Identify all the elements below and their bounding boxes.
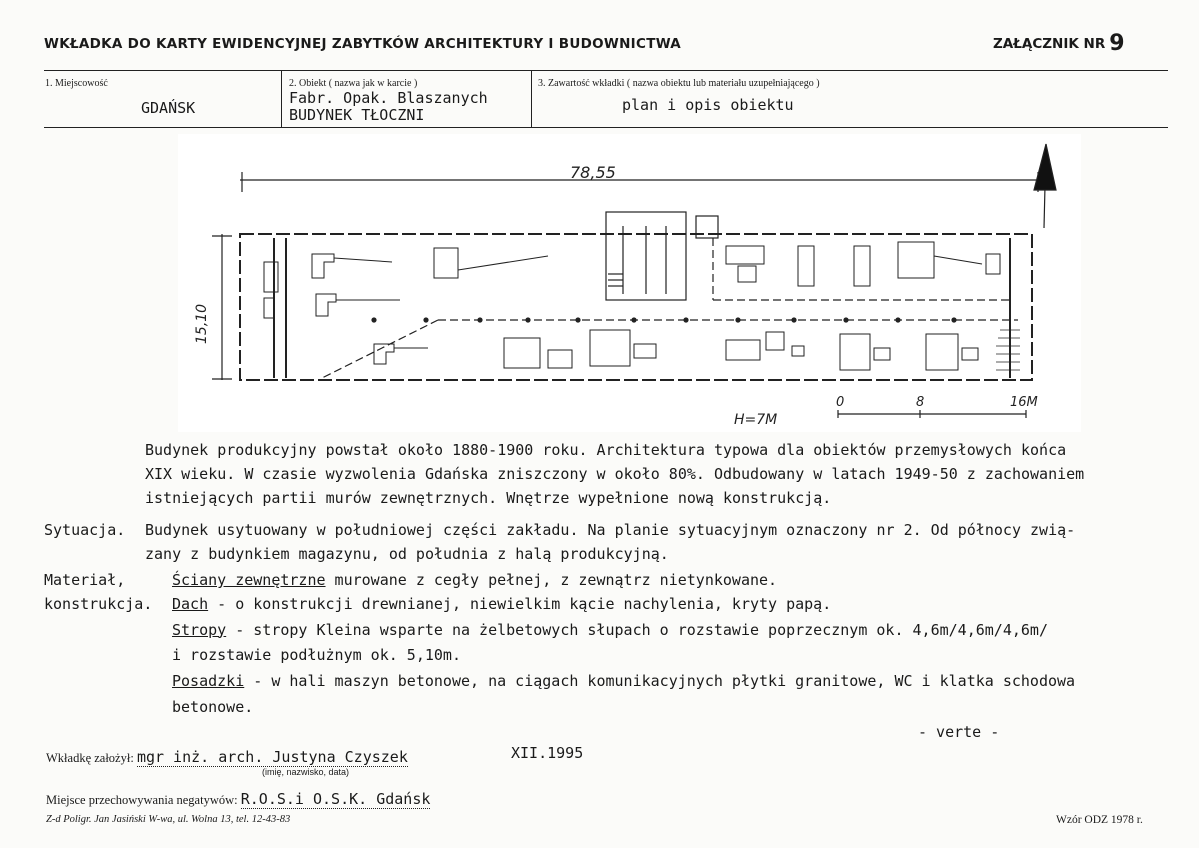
floor-plan <box>178 134 1081 432</box>
floor-heading: Posadzki <box>172 672 245 691</box>
construction-details <box>172 569 1075 720</box>
object-label: 2. Obiekt ( nazwa jak w karcie ) <box>289 78 418 89</box>
description-line: Budynek produkcyjny powstał około 1880-1900 roku. Architektura typowa dla obiektów przemysłowych końca <box>145 441 1067 459</box>
floor-plan-drawing <box>178 134 1081 432</box>
description-paragraph <box>145 439 1084 510</box>
floor-text: - w hali maszyn betonowe, na ciągach komunikacyjnych płytki granitowe, WC i klatka schodowa <box>244 672 1076 691</box>
card-title: WKŁADKA DO KARTY EWIDENCYJNEJ ZABYTKÓW ARCHITEKTURY I BUDOWNICTWA <box>44 36 682 52</box>
scale-label-16: 16M <box>1010 395 1038 410</box>
header-rule-bottom <box>44 127 1168 128</box>
height-note: H=7M <box>734 412 778 428</box>
field-divider-2 <box>531 71 532 127</box>
machines <box>264 242 1000 370</box>
created-by-row <box>46 748 408 766</box>
storage-label: Miejsce przechowywania negatywów: <box>46 793 238 807</box>
material-label-line2: konstrukcja. <box>44 594 153 613</box>
header-rule-top <box>44 70 1168 71</box>
object-value-line2: BUDYNEK TŁOCZNI <box>289 106 425 124</box>
storage-row <box>46 790 430 808</box>
columns <box>372 318 956 322</box>
stair-hatching <box>996 330 1020 370</box>
scale-bar <box>838 410 1026 418</box>
created-by-hint: (imię, nazwisko, data) <box>262 767 350 777</box>
scale-label-8: 8 <box>916 395 925 410</box>
corridor <box>322 238 1018 378</box>
place-label: 1. Miejscowość <box>45 78 108 89</box>
form-number: Wzór ODZ 1978 r. <box>1056 814 1143 826</box>
material-label <box>44 569 152 617</box>
ceiling-heading: Stropy <box>172 620 227 639</box>
description-line: XIX wieku. W czasie wyzwolenia Gdańska zniszczony w około 80%. Odbudowany w latach 1949-50 z zachowaniem <box>145 464 1085 483</box>
roof-heading: Dach <box>172 594 209 613</box>
created-by-label: Wkładkę założył: <box>46 751 134 765</box>
place-value: GDAŃSK <box>141 99 196 117</box>
roof-line <box>172 593 1075 617</box>
ceiling-line-2: i rozstawie podłużnym ok. 5,10m. <box>172 646 461 665</box>
attachment-label: ZAŁĄCZNIK NR <box>993 36 1106 52</box>
situation-line: zany z budynkiem magazynu, od południa z halą produkcyjną. <box>145 544 669 563</box>
situation-text <box>145 519 1075 567</box>
created-date: XII.1995 <box>511 744 584 762</box>
roof-text: - o konstrukcji drewnianej, niewielkim kącie nachylenia, kryty papą. <box>208 594 832 613</box>
attachment-number-value: 9 <box>1109 31 1125 56</box>
north-arrow-icon <box>1034 144 1056 228</box>
width-dimension-label: 15,10 <box>194 303 210 344</box>
description-line: istniejących partii murów zewnętrznych. Wnętrze wypełnione nową konstrukcją. <box>145 488 832 507</box>
ceiling-line <box>172 619 1075 643</box>
floor-line <box>172 670 1075 694</box>
contents-label: 3. Zawartość wkładki ( nazwa obiektu lub materiału uzupełniającego ) <box>538 78 820 89</box>
staircase-block <box>606 212 718 300</box>
situation-line: Budynek usytuowany w południowej części zakładu. Na planie sytuacyjnym oznaczony nr 2. Od północy zwią- <box>145 521 1076 539</box>
walls-heading: Ściany zewnętrzne <box>172 571 326 589</box>
length-dimension-label: 78,55 <box>570 163 616 182</box>
scale-label-0: 0 <box>836 395 845 410</box>
verte-note: - verte - <box>918 723 1000 741</box>
field-divider-1 <box>281 71 282 127</box>
situation-label: Sytuacja. <box>44 521 126 539</box>
object-value-line1: Fabr. Opak. Blaszanych <box>289 89 488 107</box>
created-by-value: mgr inż. arch. Justyna Czyszek <box>136 748 408 766</box>
walls-line <box>172 569 1075 593</box>
printer-info: Z-d Poligr. Jan Jasiński W-wa, ul. Wolna 13, tel. 12-43-83 <box>46 814 291 825</box>
ceiling-text: - stropy Kleina wsparte na żelbetowych słupach o rozstawie poprzecznym ok. 4,6m/4,6m/4,6m/ <box>226 620 1048 639</box>
attachment-number <box>993 31 1125 56</box>
contents-value: plan i opis obiektu <box>622 96 794 114</box>
walls-text: murowane z cegły pełnej, z zewnątrz nietynkowane. <box>325 571 778 589</box>
storage-value: R.O.S.i O.S.K. Gdańsk <box>240 790 431 808</box>
material-label-line1: Materiał, <box>44 571 126 589</box>
floor-line-2: betonowe. <box>172 697 254 716</box>
